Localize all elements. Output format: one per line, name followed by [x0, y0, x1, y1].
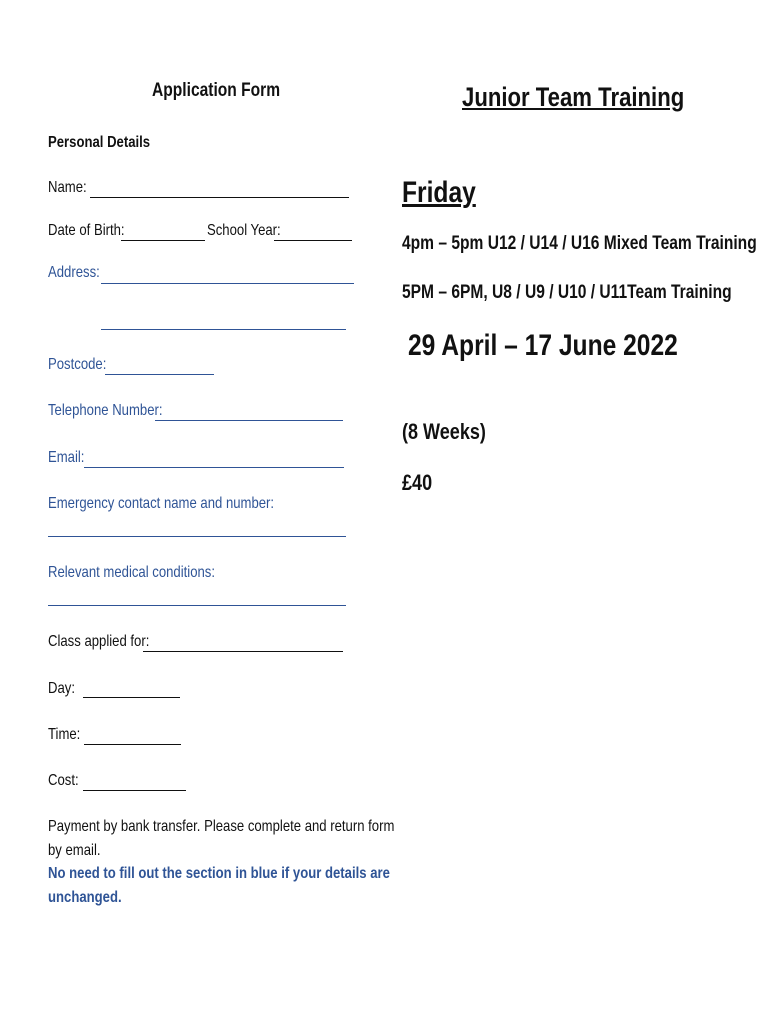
note-line-2: unchanged.	[48, 889, 122, 906]
time-label: Time:	[48, 726, 81, 743]
session-2: 5PM – 6PM, U8 / U9 / U10 / U11Team Training	[402, 282, 732, 303]
name-field[interactable]	[90, 197, 349, 198]
medical-label: Relevant medical conditions:	[48, 564, 216, 581]
address-label: Address:	[48, 264, 100, 281]
emergency-field[interactable]	[48, 536, 346, 537]
payment-line-1: Payment by bank transfer. Please complete and return form	[48, 818, 395, 835]
training-day: Friday	[402, 176, 476, 209]
school-year-label: School Year:	[207, 222, 281, 239]
telephone-field[interactable]	[155, 420, 343, 421]
dob-field[interactable]	[121, 240, 205, 241]
training-dates: 29 April – 17 June 2022	[408, 329, 678, 362]
address-field-2[interactable]	[101, 329, 346, 330]
postcode-field[interactable]	[105, 374, 214, 375]
class-label: Class applied for:	[48, 633, 150, 650]
dob-label: Date of Birth:	[48, 222, 125, 239]
medical-field[interactable]	[48, 605, 346, 606]
payment-line-2: by email.	[48, 842, 101, 859]
email-label: Email:	[48, 449, 85, 466]
form-title: Application Form	[152, 80, 281, 101]
day-label: Day:	[48, 680, 75, 697]
session-1: 4pm – 5pm U12 / U14 / U16 Mixed Team Training	[402, 233, 757, 254]
name-label: Name:	[48, 179, 87, 196]
school-year-field[interactable]	[274, 240, 352, 241]
class-field[interactable]	[143, 651, 343, 652]
address-field-1[interactable]	[101, 283, 354, 284]
training-price: £40	[402, 470, 433, 495]
day-field[interactable]	[83, 697, 180, 698]
section-heading: Personal Details	[48, 134, 151, 151]
cost-label: Cost:	[48, 772, 79, 789]
cost-field[interactable]	[83, 790, 186, 791]
training-weeks: (8 Weeks)	[402, 419, 486, 444]
email-field[interactable]	[84, 467, 344, 468]
telephone-label: Telephone Number:	[48, 402, 163, 419]
note-line-1: No need to fill out the section in blue if your details are	[48, 865, 390, 882]
time-field[interactable]	[84, 744, 181, 745]
training-title: Junior Team Training	[462, 82, 685, 112]
emergency-label: Emergency contact name and number:	[48, 495, 275, 512]
postcode-label: Postcode:	[48, 356, 107, 373]
